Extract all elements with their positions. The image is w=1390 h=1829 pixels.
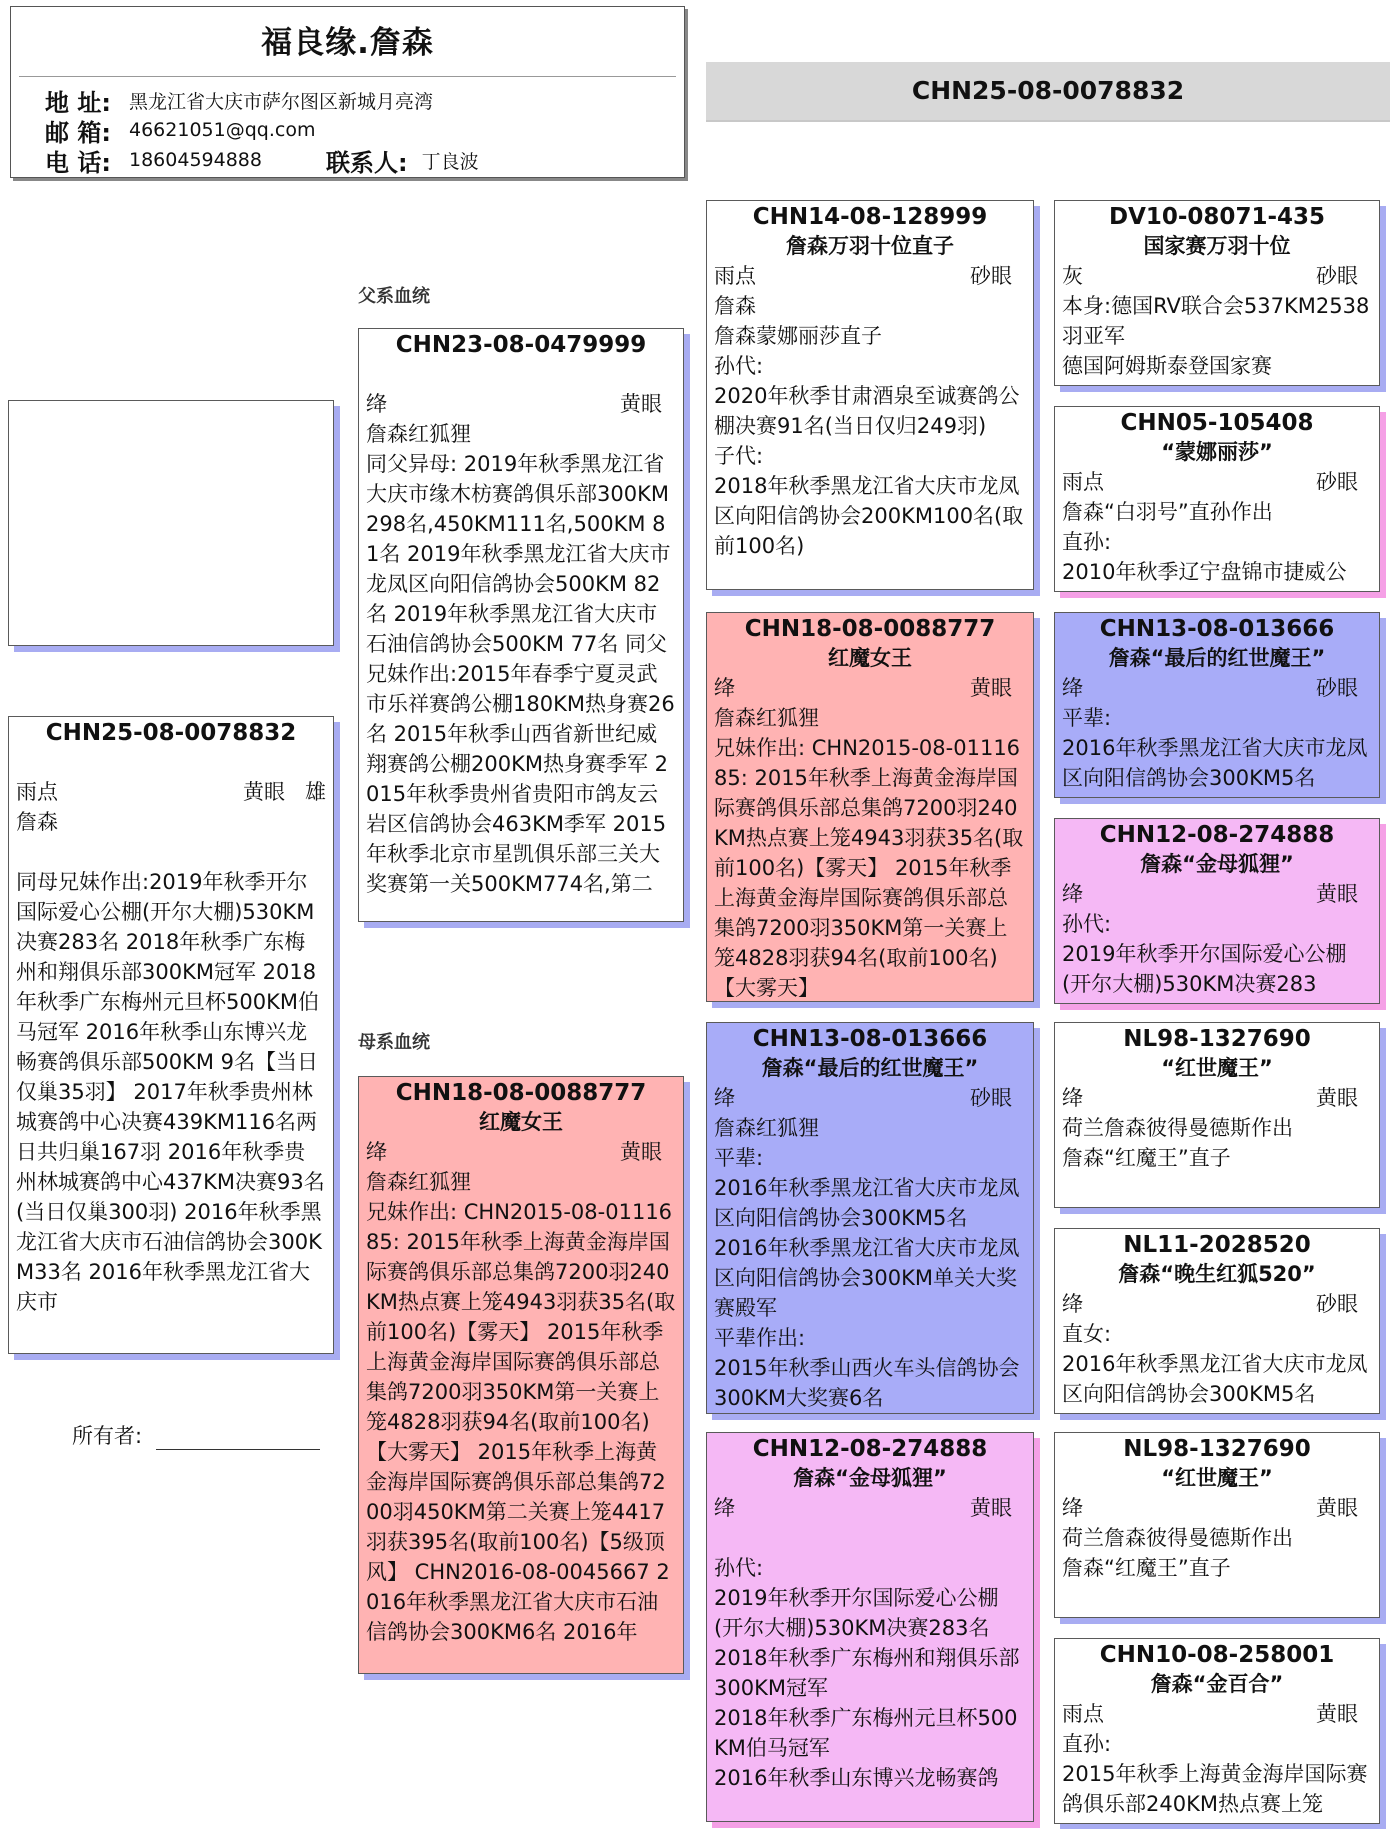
breeder-info-box (10, 6, 685, 178)
ss-ring: CHN14-08-128999 (752, 204, 988, 230)
ssd-name: “蒙娜丽莎” (1161, 440, 1273, 464)
sire-ring: CHN23-08-0479999 (395, 332, 647, 358)
ds-traits (714, 1083, 1026, 1113)
paternal-lineage-label: 父系血统 (358, 286, 430, 307)
address-row (11, 85, 684, 115)
sd-eye: 黄眼 (970, 676, 1012, 700)
dds-ring: NL98-1327690 (1123, 1436, 1311, 1462)
dss-color: 绛 (1062, 1086, 1083, 1110)
sds-color: 绛 (1062, 676, 1083, 700)
dam-card (358, 1076, 684, 1674)
dds-color: 绛 (1062, 1496, 1083, 1520)
dss-traits (1062, 1083, 1372, 1113)
sss-ring: DV10-08071-435 (1108, 204, 1326, 230)
breeder-name: 福良缘.詹森 (261, 25, 434, 61)
sss-notes: 本身:德国RV联合会537KM2538羽亚军 德国阿姆斯泰登国家赛 (1062, 294, 1370, 378)
dds-notes: 荷兰詹森彼得曼德斯作出 詹森“红魔王”直子 (1062, 1526, 1293, 1580)
subject-eye: 黄眼 (242, 780, 285, 804)
dd-dam-card (1054, 1638, 1380, 1824)
sss-eye: 砂眼 (1316, 264, 1358, 288)
ss-name: 詹森万羽十位直子 (786, 234, 954, 258)
ddd-color: 雨点 (1062, 1702, 1104, 1726)
subject-card (8, 716, 334, 1354)
pigeon-photo-placeholder (8, 400, 334, 646)
subject-strain: 詹森 (16, 810, 58, 834)
sdd-ring: CHN12-08-274888 (1099, 822, 1335, 848)
ddd-ring: CHN10-08-258001 (1099, 1642, 1335, 1668)
subject-sex: 雄 (305, 780, 326, 804)
dam-name: 红魔女王 (479, 1110, 563, 1134)
subject-traits (16, 777, 326, 807)
sire-traits (366, 389, 676, 419)
email-value: 46621051@qq.com (129, 119, 316, 141)
sire-dam-card (706, 612, 1034, 1002)
dsd-notes: 直女: 2016年秋季黑龙江省大庆市龙凤区向阳信鸽协会300KM5名 (1062, 1322, 1368, 1406)
sd-sire-card (1054, 612, 1380, 798)
sds-eye: 砂眼 (1316, 676, 1358, 700)
spacer (16, 747, 326, 777)
sdd-color: 绛 (1062, 882, 1083, 906)
subject-notes: 同母兄妹作出:2019年秋季开尔国际爱心公棚(开尔大棚)530KM决赛283名 2018年秋季广东梅州和翔俱乐部300KM冠军 2018年秋季广东梅州元旦杯500KM伯马冠军 2016年秋季山东博兴龙畅赛鸽俱乐部500KM 9名【当日仅巢35羽】 2017年秋季贵州林城赛鸽中心决赛439KM116名两日共归巢167羽 2016年秋季贵州林城赛鸽中心437KM决赛93名(当日仅巢300羽) 2016年秋季黑龙江省大庆市石油信鸽协会300KM33名 2016年秋季黑龙江省大庆市 (16, 870, 325, 1314)
maternal-lineage-label: 母系血统 (358, 1032, 430, 1053)
sss-name: 国家赛万羽十位 (1143, 234, 1291, 258)
owner-label: 所有者: (72, 1424, 143, 1448)
dsd-color: 绛 (1062, 1292, 1083, 1316)
ss-notes: 詹森蒙娜丽莎直子 孙代: 2020年秋季甘肃酒泉至诚赛鸽公棚决赛91名(当日仅归249羽) 子代: 2018年秋季黑龙江省大庆市龙凤区向阳信鸽协会200KM100名(取前100名) (714, 324, 1024, 558)
dds-eye: 黄眼 (1316, 1496, 1358, 1520)
address-value: 黑龙江省大庆市萨尔图区新城月亮湾 (129, 90, 434, 113)
ss-dam-card (1054, 406, 1380, 592)
subject-color: 雨点 (16, 780, 58, 804)
ss-traits (714, 261, 1026, 291)
sd-dam-card (1054, 818, 1380, 1004)
ddd-name: 詹森“金百合” (1150, 1672, 1284, 1696)
dam-color: 绛 (366, 1140, 387, 1164)
dam-dam-card (706, 1432, 1034, 1822)
owner-blank (156, 1429, 320, 1450)
dd-color: 绛 (714, 1496, 735, 1520)
sdd-traits (1062, 879, 1372, 909)
sdd-name: 詹森“金母狐狸” (1140, 852, 1294, 876)
ss-eye: 砂眼 (970, 264, 1012, 288)
owner-signature-line (72, 1420, 320, 1450)
dsd-name: 詹森“晚生红狐520” (1118, 1262, 1316, 1286)
ds-name: 詹森“最后的红世魔王” (761, 1056, 979, 1080)
sd-strain: 詹森红狐狸 (714, 706, 819, 730)
subject-ring-banner: CHN25-08-0078832 (706, 62, 1390, 122)
spacer (366, 359, 676, 389)
ssd-color: 雨点 (1062, 470, 1104, 494)
ssd-notes: 詹森“白羽号”直孙作出 直孙: 2010年秋季辽宁盘锦市捷威公 (1062, 500, 1347, 584)
dss-ring: NL98-1327690 (1123, 1026, 1311, 1052)
contact-value: 丁良波 (421, 150, 479, 173)
sss-traits (1062, 261, 1372, 291)
dd-name: 詹森“金母狐狸” (793, 1466, 947, 1490)
sire-eye: 黄眼 (620, 392, 662, 416)
ds-sire-card (1054, 1022, 1380, 1208)
dss-name: “红世魔王” (1161, 1056, 1273, 1080)
ddd-traits (1062, 1699, 1372, 1729)
sire-card (358, 328, 684, 922)
dss-eye: 黄眼 (1316, 1086, 1358, 1110)
sire-color: 绛 (366, 392, 387, 416)
phone-row (11, 145, 684, 175)
subject-eye-sex (243, 777, 326, 807)
phone-label: 电 话: (45, 148, 111, 177)
spacer (16, 837, 326, 867)
sd-ring: CHN18-08-0088777 (744, 616, 996, 642)
ssd-eye: 砂眼 (1316, 470, 1358, 494)
ds-notes: 平辈: 2016年秋季黑龙江省大庆市龙凤区向阳信鸽协会300KM5名 2016年秋季黑龙江省大庆市龙凤区向阳信鸽协会300KM单关大奖赛殿军 平辈作出: 2015年秋季山西火车头信鸽协会300KM大奖赛6名 (714, 1146, 1020, 1410)
sd-name: 红魔女王 (828, 646, 912, 670)
ssd-traits (1062, 467, 1372, 497)
sire-notes: 同父异母: 2019年秋季黑龙江省大庆市缘木枋赛鸽俱乐部300KM298名,450KM111名,500KM 81名 2019年秋季黑龙江省大庆市龙凤区向阳信鸽协会500KM 82名 2019年秋季黑龙江省大庆市石油信鸽协会500KM 77名 同父兄妹作出:2015年春季宁夏灵武市乐祥赛鸽公棚180KM热身赛26名 2015年秋季山西省新世纪威翔赛鸽公棚200KM热身赛季军 2015年秋季贵州省贵阳市鸽友云岩区信鸽协会463KM季军 2015年秋季北京市星凯俱乐部三关大奖赛第一关500KM774名,第二 (366, 452, 675, 896)
dsd-traits (1062, 1289, 1372, 1319)
ds-color: 绛 (714, 1086, 735, 1110)
sd-color: 绛 (714, 676, 735, 700)
dam-sire-card (706, 1022, 1034, 1414)
sds-name: 詹森“最后的红世魔王” (1108, 646, 1326, 670)
sds-traits (1062, 673, 1372, 703)
dd-sire-card (1054, 1432, 1380, 1618)
sd-traits (714, 673, 1026, 703)
dam-eye: 黄眼 (620, 1140, 662, 1164)
sds-ring: CHN13-08-013666 (1099, 616, 1335, 642)
dam-traits (366, 1137, 676, 1167)
dds-traits (1062, 1493, 1372, 1523)
dsd-eye: 砂眼 (1316, 1292, 1358, 1316)
ds-strain: 詹森红狐狸 (714, 1116, 819, 1140)
dsd-ring: NL11-2028520 (1123, 1232, 1311, 1258)
sdd-notes: 孙代: 2019年秋季开尔国际爱心公棚(开尔大棚)530KM决赛283 (1062, 912, 1347, 996)
ss-strain: 詹森 (714, 294, 756, 318)
ss-color: 雨点 (714, 264, 756, 288)
email-row (11, 115, 684, 145)
dd-traits (714, 1493, 1026, 1523)
sire-strain: 詹森红狐狸 (366, 422, 471, 446)
ddd-eye: 黄眼 (1316, 1702, 1358, 1726)
dds-name: “红世魔王” (1161, 1466, 1273, 1490)
spacer (714, 1523, 1026, 1553)
ds-dam-card (1054, 1228, 1380, 1414)
dd-notes: 孙代: 2019年秋季开尔国际爱心公棚(开尔大棚)530KM决赛283名 2018年秋季广东梅州和翔俱乐部300KM冠军 2018年秋季广东梅州元旦杯500KM伯马冠军 2016年秋季山东博兴龙畅赛鸽 (714, 1556, 1020, 1790)
header-divider (19, 76, 676, 77)
dss-notes: 荷兰詹森彼得曼德斯作出 詹森“红魔王”直子 (1062, 1116, 1293, 1170)
contact-label: 联系人: (325, 148, 408, 177)
dam-notes: 兄妹作出: CHN2015-08-0111685: 2015年秋季上海黄金海岸国际赛鸽俱乐部总集鸽7200羽240KM热点赛上笼4943羽获35名(取前100名)【雾天】 2015年秋季上海黄金海岸国际赛鸽俱乐部总集鸽7200羽350KM第一关赛上笼4828羽获94名(取前100名)【大雾天】 2015年秋季上海黄金海岸国际赛鸽俱乐部总集鸽7200羽450KM第二关赛上笼4417羽获395名(取前100名)【5级顶风】 CHN2016-08-0045667 2016年秋季黑龙江省大庆市石油信鸽协会300KM6名 2016年 (366, 1200, 676, 1644)
ssd-ring: CHN05-105408 (1120, 410, 1314, 436)
sire-sire-card (706, 200, 1034, 590)
sds-notes: 平辈: 2016年秋季黑龙江省大庆市龙凤区向阳信鸽协会300KM5名 (1062, 706, 1368, 790)
dd-ring: CHN12-08-274888 (752, 1436, 988, 1462)
address-label: 地 址: (45, 88, 111, 117)
sd-notes: 兄妹作出: CHN2015-08-0111685: 2015年秋季上海黄金海岸国际赛鸽俱乐部总集鸽7200羽240KM热点赛上笼4943羽获35名(取前100名)【雾天】 2015年秋季上海黄金海岸国际赛鸽俱乐部总集鸽7200羽350KM第一关赛上笼4828羽获94名(取前100名)【大雾天】 (714, 736, 1024, 1000)
ddd-notes: 直孙: 2015年秋季上海黄金海岸国际赛鸽俱乐部240KM热点赛上笼 (1062, 1732, 1368, 1816)
ds-eye: 砂眼 (970, 1086, 1012, 1110)
subject-ring: CHN25-08-0078832 (45, 720, 297, 746)
phone-value: 18604594888 (129, 149, 262, 171)
sss-color: 灰 (1062, 264, 1083, 288)
dam-strain: 詹森红狐狸 (366, 1170, 471, 1194)
ds-ring: CHN13-08-013666 (752, 1026, 988, 1052)
sdd-eye: 黄眼 (1316, 882, 1358, 906)
dd-eye: 黄眼 (970, 1496, 1012, 1520)
email-label: 邮 箱: (45, 118, 111, 147)
ss-sire-card (1054, 200, 1380, 386)
dam-ring: CHN18-08-0088777 (395, 1080, 647, 1106)
